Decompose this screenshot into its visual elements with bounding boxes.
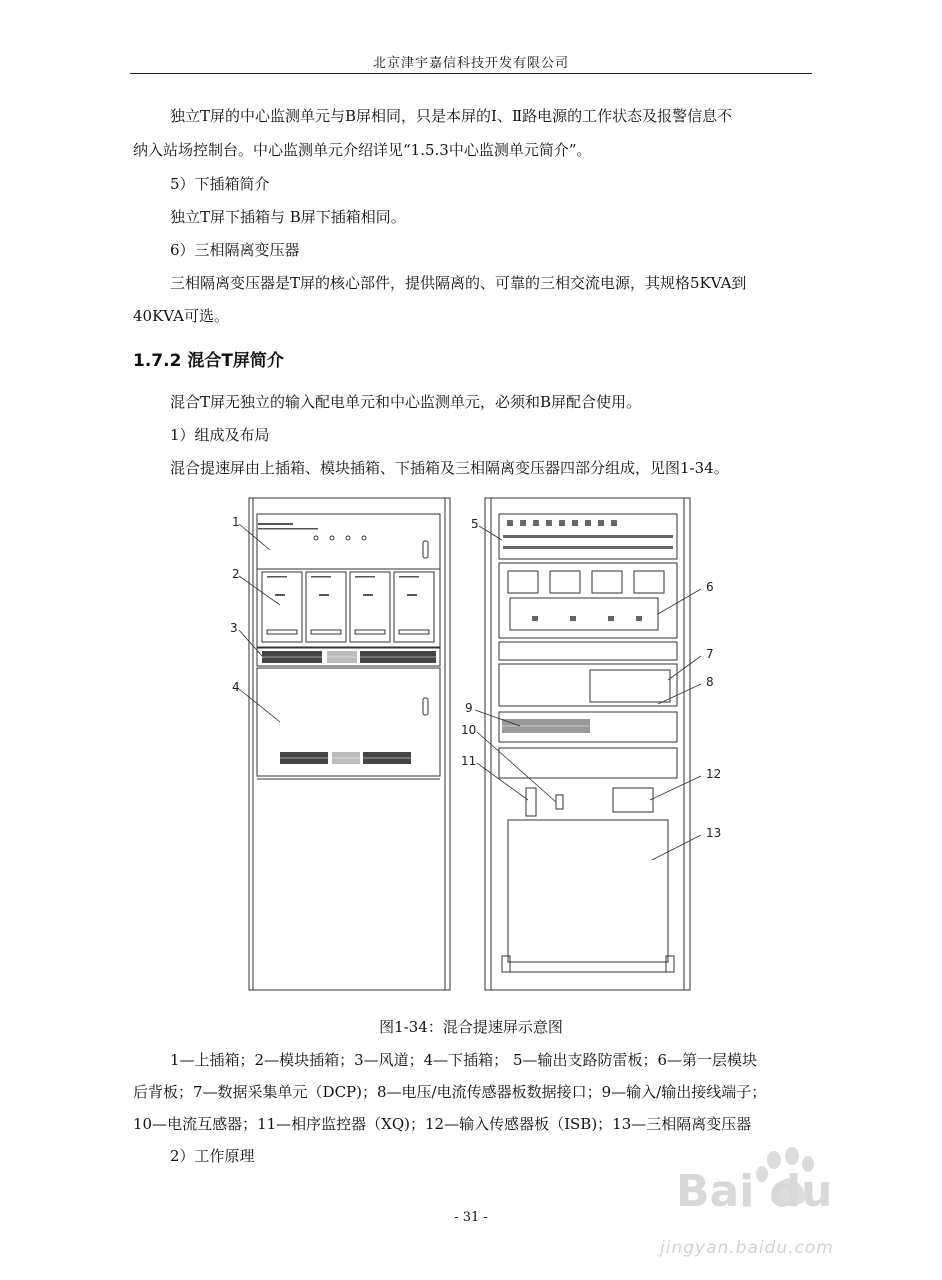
legend-line: 1—上插箱；2—模块插箱；3—风道；4—下插箱； 5—输出支路防雷板；6—第一层模块 — [170, 1051, 758, 1069]
label-2: 2 — [232, 567, 240, 581]
current-transformer — [526, 788, 536, 816]
paragraph-line: 三相隔离变压器是T屏的核心部件，提供隔离的、可靠的三相交流电源，其规格5KVA到 — [170, 274, 747, 292]
input-sensor-board — [613, 788, 653, 812]
header-rule — [130, 73, 812, 74]
label-4: 4 — [232, 680, 240, 694]
list-item: 2）工作原理 — [170, 1147, 255, 1165]
baidu-watermark-logo — [676, 1146, 916, 1216]
paragraph-line: 独立T屏的中心监测单元与B屏相同，只是本屏的Ⅰ、Ⅱ路电源的工作状态及报警信息不 — [170, 107, 733, 125]
rear-cabinet-outline — [485, 498, 690, 990]
list-item: 6）三相隔离变压器 — [170, 241, 300, 259]
label-11: 11 — [461, 754, 477, 768]
backplane — [499, 563, 677, 638]
list-item: 1）组成及布局 — [170, 426, 270, 444]
figure-caption: 图1-34：混合提速屏示意图 — [379, 1018, 563, 1036]
legend-line: 10—电流互感器；11—相序监控器（XQ)；12—输入传感器板（ISB)；13—三相隔离变压器 — [133, 1115, 752, 1133]
paragraph-line: 混合提速屏由上插箱、模块插箱、下插箱及三相隔离变压器四部分组成，见图1-34。 — [170, 459, 729, 477]
paragraph-line: 纳入站场控制台。中心监测单元介绍详见“1.5.3中心监测单元简介”。 — [133, 141, 592, 159]
page-number: - 31 - — [454, 1210, 488, 1225]
paragraph-line: 混合T屏无独立的输入配电单元和中心监测单元，必须和B屏配合使用。 — [170, 393, 642, 411]
page-header: 北京津宇嘉信科技开发有限公司 — [372, 56, 569, 71]
label-13: 13 — [706, 826, 722, 840]
label-9: 9 — [465, 701, 473, 715]
cabinet-figure — [230, 490, 722, 995]
section-heading: 1.7.2 混合T屏简介 — [133, 351, 284, 371]
label-3: 3 — [230, 621, 238, 635]
legend-line: 后背板；7—数据采集单元（DCP)；8—电压/电流传感器板数据接口；9—输入/输出接线端子； — [133, 1083, 767, 1101]
list-item: 5）下插箱简介 — [170, 175, 270, 193]
label-7: 7 — [706, 647, 714, 661]
label-6: 6 — [706, 580, 714, 594]
module-box — [257, 569, 440, 647]
paragraph-line: 40KVA可选。 — [133, 307, 229, 325]
label-1: 1 — [232, 515, 240, 529]
label-12: 12 — [706, 767, 722, 781]
phase-monitor — [556, 795, 563, 809]
watermark-brand: Bai du — [676, 1166, 833, 1217]
label-10: 10 — [461, 723, 477, 737]
label-5: 5 — [471, 517, 479, 531]
watermark-url: jingyan.baidu.com — [660, 1238, 834, 1258]
label-8: 8 — [706, 675, 714, 689]
upper-box — [257, 514, 440, 569]
paragraph-line: 独立T屏下插箱与 B屏下插箱相同。 — [170, 208, 406, 226]
isolation-transformer — [508, 820, 668, 962]
